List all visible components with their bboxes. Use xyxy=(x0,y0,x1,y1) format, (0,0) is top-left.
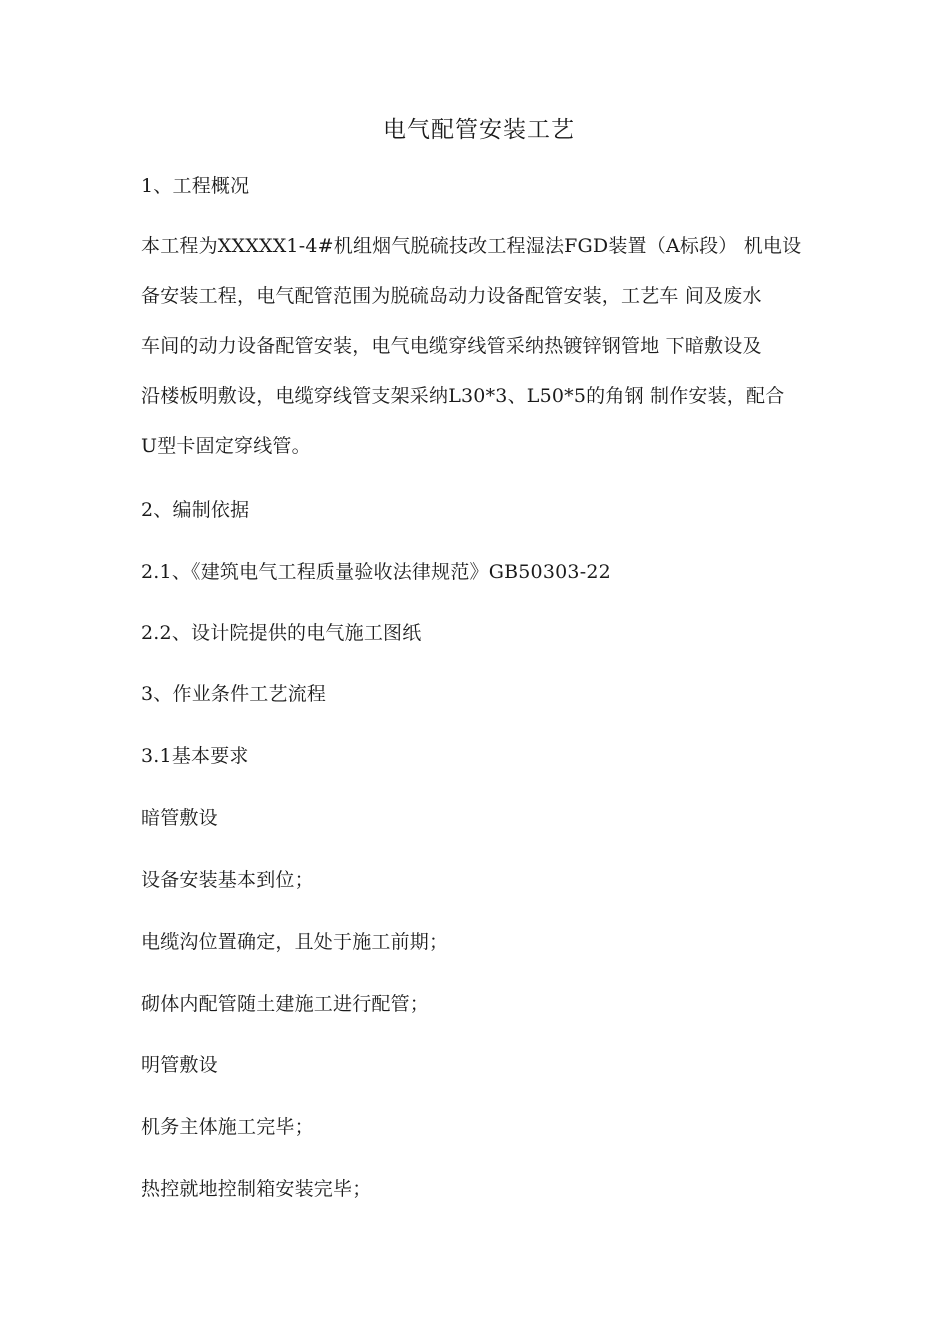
paragraph-line: 车间的动力设备配管安装，电气电缆穿线管采纳热镀锌钢管地 下暗敷设及 xyxy=(141,335,762,357)
paragraph-line: 沿楼板明敷设，电缆穿线管支架采纳L30*3、L50*5的角钢 制作安装，配合 xyxy=(141,385,785,407)
list-item: 砌体内配管随土建施工进行配管； xyxy=(141,993,430,1015)
section-heading-basis: 2、编制依据 xyxy=(141,499,250,521)
paragraph-line: U型卡固定穿线管。 xyxy=(141,435,311,457)
list-item: 设备安装基本到位； xyxy=(141,869,314,891)
document-title: 电气配管安装工艺 xyxy=(383,117,575,143)
section-heading-conditions: 3、作业条件工艺流程 xyxy=(141,683,327,705)
subheading-concealed-conduit: 暗管敷设 xyxy=(141,807,218,829)
list-item: 电缆沟位置确定，且处于施工前期； xyxy=(141,931,449,953)
paragraph-line: 备安装工程，电气配管范围为脱硫岛动力设备配管安装，工艺车 间及废水 xyxy=(141,285,762,307)
list-item: 热控就地控制箱安装完毕； xyxy=(141,1178,372,1200)
overview-paragraph xyxy=(141,232,821,482)
paragraph-line: 本工程为XXXXX1-4#机组烟气脱硫技改工程湿法FGD装置（A标段） 机电设 xyxy=(141,235,802,257)
basis-item-standard: 2.1、《建筑电气工程质量验收法律规范》GB50303-22 xyxy=(141,561,611,583)
subsection-heading-basic-requirements: 3.1基本要求 xyxy=(141,745,249,767)
section-heading-overview: 1、工程概况 xyxy=(141,175,250,197)
subheading-exposed-conduit: 明管敷设 xyxy=(141,1054,218,1076)
basis-item-drawings: 2.2、设计院提供的电气施工图纸 xyxy=(141,622,422,644)
list-item: 机务主体施工完毕； xyxy=(141,1116,314,1138)
